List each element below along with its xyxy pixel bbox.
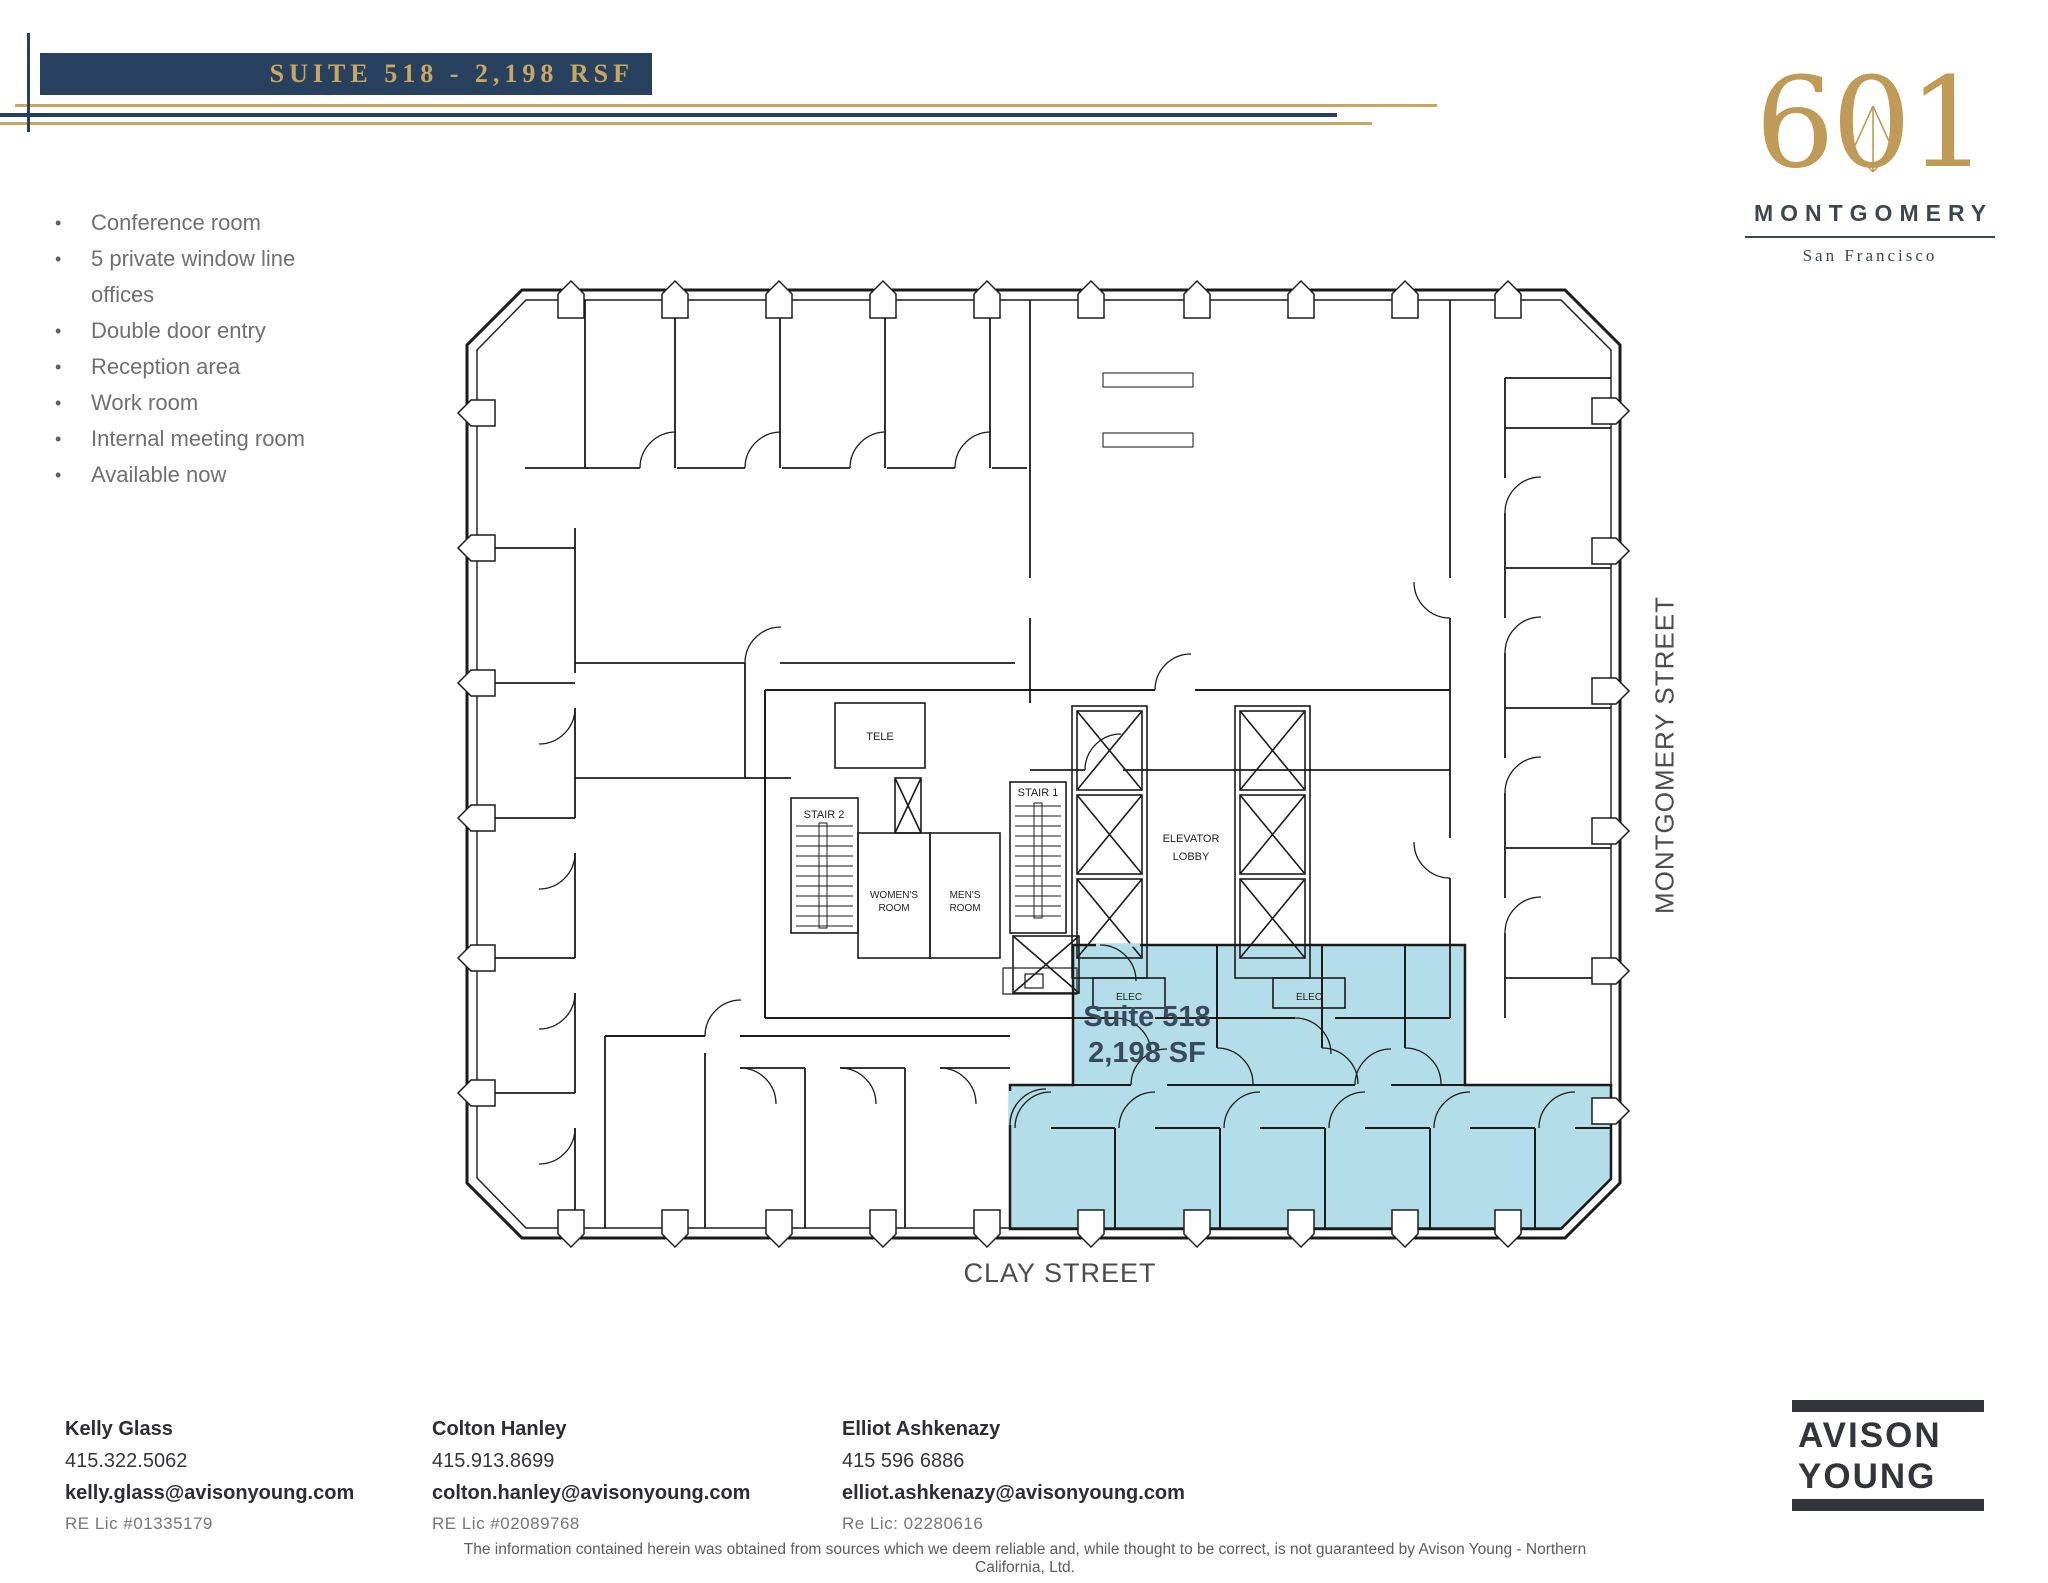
suite-name-label: Suite 518: [1083, 1001, 1211, 1033]
feature-text: Double door entry: [91, 318, 266, 343]
label-lobby-2: LOBBY: [1172, 851, 1210, 863]
contact-card: [842, 1418, 1202, 1534]
label-mens-2: ROOM: [949, 903, 981, 914]
feature-text: 5 private window line offices: [91, 246, 296, 307]
suite-518-highlight: [1010, 945, 1611, 1229]
header-accent-vline: [27, 33, 30, 132]
feature-text: Reception area: [91, 354, 241, 379]
bullet-icon: •: [55, 213, 62, 233]
logo-mullion-icon: [1846, 102, 1900, 176]
avison-young-logo: [1792, 1400, 1984, 1511]
contact-phone: 415 596 6886: [842, 1450, 965, 1472]
street-label-montgomery: MONTGOMERY STREET: [1649, 596, 1680, 914]
feature-text: Internal meeting room: [91, 426, 305, 451]
stair-hatching: [796, 803, 1061, 928]
contact-phone: 415.322.5062: [65, 1450, 188, 1472]
feature-item: [55, 457, 355, 493]
contact-phone: 415.913.8699: [432, 1450, 555, 1472]
bullet-icon: •: [55, 429, 62, 449]
contact-license: RE Lic #02089768: [432, 1514, 580, 1533]
building-logo-name: MONTGOMERY: [1745, 200, 1995, 238]
feature-item: [55, 205, 355, 241]
bullet-icon: •: [55, 393, 62, 413]
feature-item: [55, 313, 355, 349]
header-rule-gold-bottom: [0, 122, 1372, 125]
logo-text-avison: AVISON: [1798, 1416, 1942, 1455]
feature-item: [55, 241, 355, 313]
feature-list: [55, 205, 355, 493]
contact-email: elliot.ashkenazy@avisonyoung.com: [842, 1482, 1185, 1504]
logo-bar-top: [1792, 1400, 1984, 1412]
header-rule-navy: [0, 113, 1337, 117]
contact-email: kelly.glass@avisonyoung.com: [65, 1482, 355, 1504]
contact-name: Elliot Ashkenazy: [842, 1418, 1001, 1440]
disclaimer-text: The information contained herein was obtained from sources which we deem reliable and, while thought to be correct, is not guaranteed by Avison Young - Northern California, Ltd.: [463, 1541, 1587, 1576]
building-logo-city: San Francisco: [1802, 245, 1938, 265]
bullet-icon: •: [55, 465, 62, 485]
contact-license: Re Lic: 02280616: [842, 1514, 984, 1533]
building-logo-number: 601: [1755, 51, 1985, 196]
label-tele: TELE: [866, 731, 894, 743]
feature-item: [55, 349, 355, 385]
feature-text: Conference room: [91, 210, 261, 235]
contact-license: RE Lic #01335179: [65, 1514, 213, 1533]
label-stair2: STAIR 2: [803, 809, 845, 821]
feature-item: [55, 421, 355, 457]
bullet-icon: •: [55, 321, 62, 341]
contact-name: Colton Hanley: [432, 1418, 567, 1440]
label-mens-1: MEN'S: [949, 890, 981, 901]
floor-plan-svg: [455, 278, 1635, 1253]
contact-name: Kelly Glass: [65, 1418, 173, 1440]
bullet-icon: •: [55, 357, 62, 377]
suite-area-label: 2,198 SF: [1088, 1037, 1206, 1069]
feature-text: Available now: [91, 462, 227, 487]
label-womens-2: ROOM: [878, 903, 910, 914]
label-elec-left: ELEC: [1115, 992, 1143, 1003]
feature-text: Work room: [91, 390, 199, 415]
label-womens-1: WOMEN'S: [869, 890, 919, 901]
title-banner: [40, 53, 652, 95]
page-title: SUITE 518 - 2,198 RSF: [269, 59, 634, 88]
building-logo: [1740, 50, 2000, 266]
logo-text-young: YOUNG: [1798, 1457, 1937, 1496]
label-elec-right: ELEC: [1295, 992, 1323, 1003]
label-stair1: STAIR 1: [1017, 787, 1059, 799]
contact-card: [65, 1418, 425, 1534]
bullet-icon: •: [55, 249, 62, 269]
header-rule-gold-top: [15, 104, 1437, 107]
logo-bar-bottom: [1792, 1499, 1984, 1511]
label-lobby-1: ELEVATOR: [1162, 833, 1220, 845]
feature-item: [55, 385, 355, 421]
contact-email: colton.hanley@avisonyoung.com: [432, 1482, 751, 1504]
street-label-clay: CLAY STREET: [963, 1258, 1157, 1288]
contact-card: [432, 1418, 792, 1534]
